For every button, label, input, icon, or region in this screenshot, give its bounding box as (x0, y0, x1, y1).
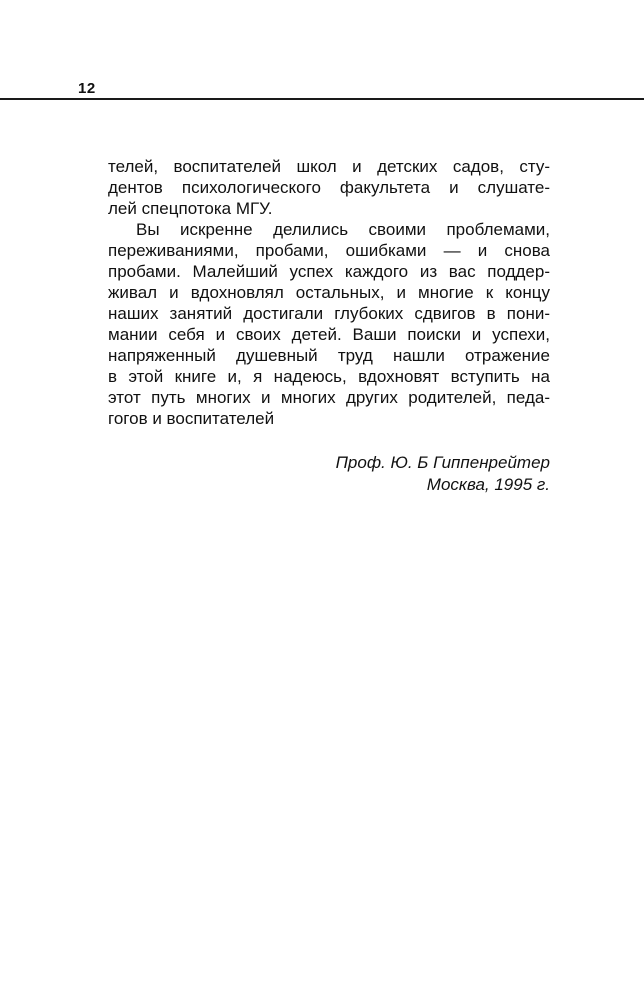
text-line: гогов и воспитателей (108, 409, 275, 428)
signature-place-date: Москва, 1995 г. (426, 475, 550, 494)
text-line: пробами. Малейший успех каждого из вас поддер- (108, 262, 550, 281)
text-line: лей спецпотока МГУ. (108, 199, 273, 218)
page-number: 12 (78, 80, 96, 97)
paragraph-2 (108, 219, 550, 429)
text-line: телей, воспитателей школ и детских садов, сту- (108, 157, 550, 176)
text-line: живал и вдохновлял остальных, и многие к концу (108, 283, 550, 302)
text-line: мании себя и своих детей. Ваши поиски и успехи, (108, 325, 550, 344)
text-line: в этой книге и, я надеюсь, вдохновят вступить на (108, 367, 550, 386)
text-line: Вы искренне делились своими проблемами, (136, 220, 550, 239)
header-rule (0, 98, 644, 100)
text-line: переживаниями, пробами, ошибками — и снова (108, 241, 550, 260)
text-line: дентов психологического факультета и слушате- (108, 178, 550, 197)
paragraph-1 (108, 156, 550, 219)
signature (336, 452, 550, 496)
text-line: наших занятий достигали глубоких сдвигов в пони- (108, 304, 550, 323)
text-line: напряженный душевный труд нашли отражение (108, 346, 550, 365)
body-text (108, 156, 550, 429)
text-line: этот путь многих и многих других родителей, педа- (108, 388, 550, 407)
signature-author: Проф. Ю. Б Гиппенрейтер (335, 453, 550, 472)
